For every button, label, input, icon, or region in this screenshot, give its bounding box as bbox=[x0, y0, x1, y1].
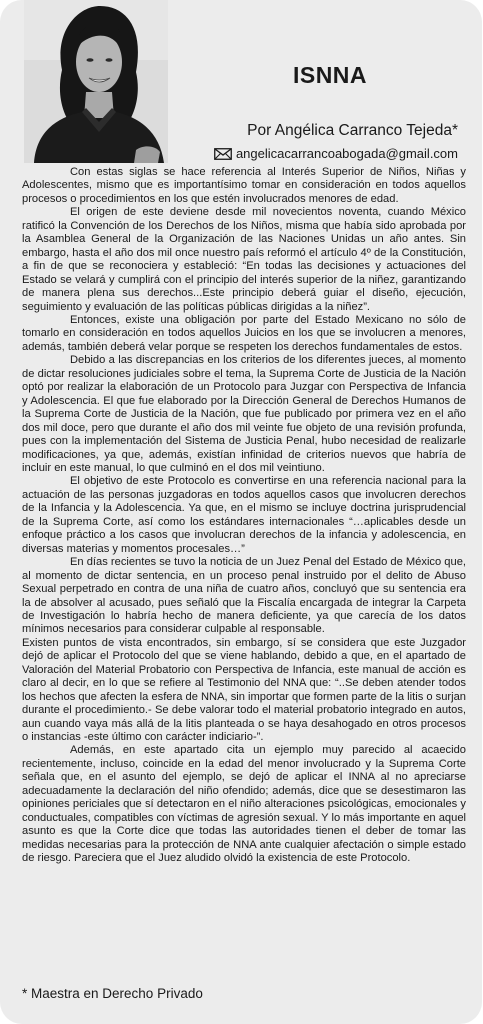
article-paragraph: En días recientes se tuvo la noticia de un Juez Penal del Estado de México que, al momento de dictar sentencia, en un proceso penal instruido por el delito de Abuso Sexual perpetrado en contra de una niña de cuatro años, concluyó que su sentencia era la de absolver al acusado, pues señaló que la Fiscalía encargada de integrar la Carpeta de Investigación lo habría hecho de manera deficiente, ya que carecía de los datos mínimos necesarios para considerar culpable al responsable. bbox=[22, 556, 466, 636]
article-paragraph: El origen de este deviene desde mil novecientos noventa, cuando México ratificó la Convención de los Derechos de los Niños, misma que había sido aprobada por la Asamblea General de la Organización de las Naciones Unidas un año antes. Sin embargo, hasta el año dos mil once nuestro país reformó el artículo 4º de la Constitución, a fin de que se reconociera y estableció: “En todas las decisiones y actuaciones del Estado se velará y cumplirá con el principio del interés superior de la niñez, garantizando de manera plena sus derechos...Este principio deberá guiar el diseño, ejecución, seguimiento y evaluación de las políticas públicas dirigidas a la niñez”. bbox=[22, 206, 466, 313]
article-paragraph: Con estas siglas se hace referencia al Interés Superior de Niños, Niñas y Adolescentes, mismo que es importantísimo tomar en consideración en todos aquellos procesos o procedimientos en los que estén involucrados menores de edad. bbox=[22, 166, 466, 205]
article-paragraph: Entonces, existe una obligación por parte del Estado Mexicano no sólo de tomarlo en consideración en todos aquellos Juicios en los que se involucren a menores, además, también deberá velar porque se respeten los derechos fundamentales de estos. bbox=[22, 313, 466, 353]
article-body bbox=[22, 166, 466, 866]
article-paragraph: El objetivo de este Protocolo es convertirse en una referencia nacional para la actuación de las personas juzgadoras en todos aquellos casos que involucren derechos de la Infancia y la Adolescencia. Ya que, en el mismo se incluye doctrina jurisprudencial de la Suprema Corte, así como los estándares internacionales “…aplicables desde un enfoque práctico a los casos que involucran derechos de la infancia y adolescencia, en diversas materias y momentos procesales…” bbox=[22, 475, 466, 555]
article-title: ISNNA bbox=[292, 62, 368, 88]
author-footnote: * Maestra en Derecho Privado bbox=[22, 986, 203, 1001]
author-email[interactable]: angelicacarrancoabogada@gmail.com bbox=[235, 146, 458, 161]
article-paragraph: Además, en este apartado cita un ejemplo muy parecido al acaecido recientemente, incluso, coincide en la edad del menor involucrado y la Suprema Corte señala que, en el asunto del ejemplo, se dejó de aplicar el INNA al no apreciarse adecuadamente la declaración del niño ofendido; además, dice que se desestimaron las opiniones periciales que sí detectaron en el niño alteraciones psicológicas, emocionales y conductuales, compatibles con víctimas de agresión sexual. Y lo más importante en aquel asunto es que la Corte dice que todas las autoridades tienen el deber de tomar las medidas necesarias para la protección de NNA ante cualquier afectación o simple estado de riesgo. Pareciera que el Juez aludido olvidó la existencia de este Protocolo. bbox=[22, 744, 466, 865]
author-byline: Por Angélica Carranco Tejeda* bbox=[247, 122, 458, 139]
article-paragraph: Debido a las discrepancias en los criterios de los diferentes jueces, al momento de dictar resoluciones judiciales sobre el tema, la Suprema Corte de Justicia de la Nación optó por realizar la elaboración de un Protocolo para Juzgar con Perspectiva de Infancia y Adolescencia. El que fue elaborado por la Dirección General de Derechos Humanos de la Suprema Corte de Justicia de la Nación, que fue publicado por primera vez en el año dos mil doce, pero que durante el año dos mil veinte fue objeto de una revisión profunda, pues con la implementación del Sistema de Justicia Penal, hubo necesidad de realizarle modificaciones, ya que, además, existían infinidad de criterios nuevos que habría de incluir en este manual, lo que culminó en el dos mil veintiuno. bbox=[22, 354, 466, 474]
author-photo bbox=[24, 0, 168, 163]
article-paragraph: Existen puntos de vista encontrados, sin embargo, sí se considera que este Juzgador dejó de aplicar el Protocolo del que se viene hablando, debido a que, en el apartado de Valoración del Material Probatorio con Perspectiva de Infancia, este manual de acción es claro al decir, en lo que se refiere al Testimonio del NNA que: “..Se deben atender todos los hechos que afecten la esfera de NNA, sin importar que formen parte de la litis o surjan durante el procedimiento.- Se debe valorar todo el material probatorio integrado en autos, aun cuando vaya más allá de la litis planteada o se haya desahogado en otros procesos o instancias -este último con carácter indiciario-”. bbox=[22, 636, 467, 744]
author-email-row[interactable] bbox=[214, 146, 458, 161]
author-portrait-image bbox=[24, 0, 168, 163]
envelope-icon bbox=[214, 148, 232, 160]
